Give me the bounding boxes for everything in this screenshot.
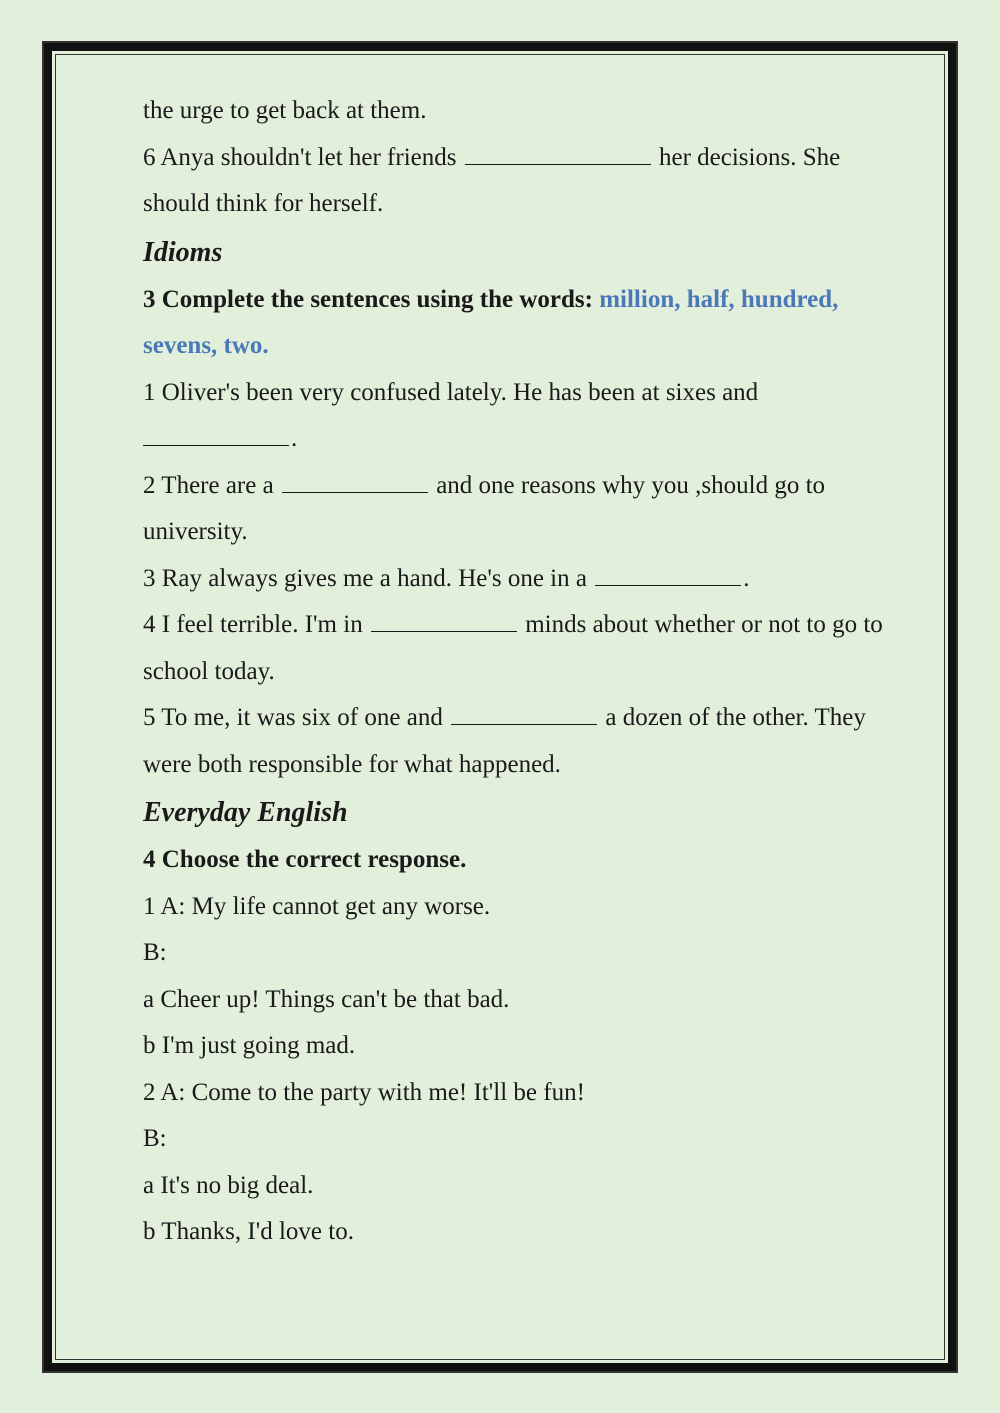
idiom-question-1: 1 Oliver's been very confused lately. He has been at sixes and <box>143 378 759 406</box>
answer-blank[interactable] <box>595 567 741 586</box>
task-3-instruction: 3 Complete the sentences using the words: million, half, hundred, <box>143 285 839 313</box>
worksheet-content <box>143 88 933 1256</box>
dialogue-2-option-b[interactable]: b Thanks, I'd love to. <box>143 1218 354 1245</box>
idiom-question-5: 5 To me, it was six of one and a dozen of the other. They <box>143 704 866 731</box>
answer-blank[interactable] <box>371 613 517 632</box>
section-heading-idioms: Idioms <box>143 236 223 268</box>
dialogue-2-option-a[interactable]: a It's no big deal. <box>143 1171 314 1199</box>
dialogue-1-option-a[interactable]: a Cheer up! Things can't be that bad. <box>143 985 510 1013</box>
word-bank: million, half, hundred, <box>599 285 839 313</box>
dialogue-2-b: B: <box>143 1125 167 1152</box>
answer-blank[interactable] <box>451 706 597 725</box>
idiom-question-2-cont: university. <box>143 518 248 545</box>
dialogue-1-b: B: <box>143 939 167 966</box>
ex2-question-6: 6 Anya shouldn't let her friends her decisions. She <box>143 143 841 171</box>
dialogue-1-a: 1 A: My life cannot get any worse. <box>143 892 491 920</box>
section-heading-everyday-english: Everyday English <box>143 797 348 828</box>
idiom-question-3: 3 Ray always gives me a hand. He's one in a . <box>143 564 750 592</box>
word-bank-cont: sevens, two. <box>143 332 269 359</box>
idiom-question-4: 4 I feel terrible. I'm in minds about whether or not to go to <box>143 611 883 638</box>
idiom-question-2: 2 There are a and one reasons why you ,should go to <box>143 471 826 499</box>
ex2-question-6-cont: should think for herself. <box>143 190 384 217</box>
ex2-line: the urge to get back at them. <box>143 97 427 124</box>
answer-blank[interactable] <box>465 146 651 165</box>
idiom-question-4-cont: school today. <box>143 657 275 685</box>
task-4-instruction: 4 Choose the correct response. <box>143 846 467 873</box>
idiom-question-5-cont: were both responsible for what happened. <box>143 750 561 778</box>
idiom-question-1-cont: . <box>143 416 933 463</box>
answer-blank[interactable] <box>282 474 428 493</box>
dialogue-2-a: 2 A: Come to the party with me! It'll be fun! <box>143 1078 585 1106</box>
dialogue-1-option-b[interactable]: b I'm just going mad. <box>143 1032 356 1059</box>
answer-blank[interactable] <box>143 427 289 446</box>
